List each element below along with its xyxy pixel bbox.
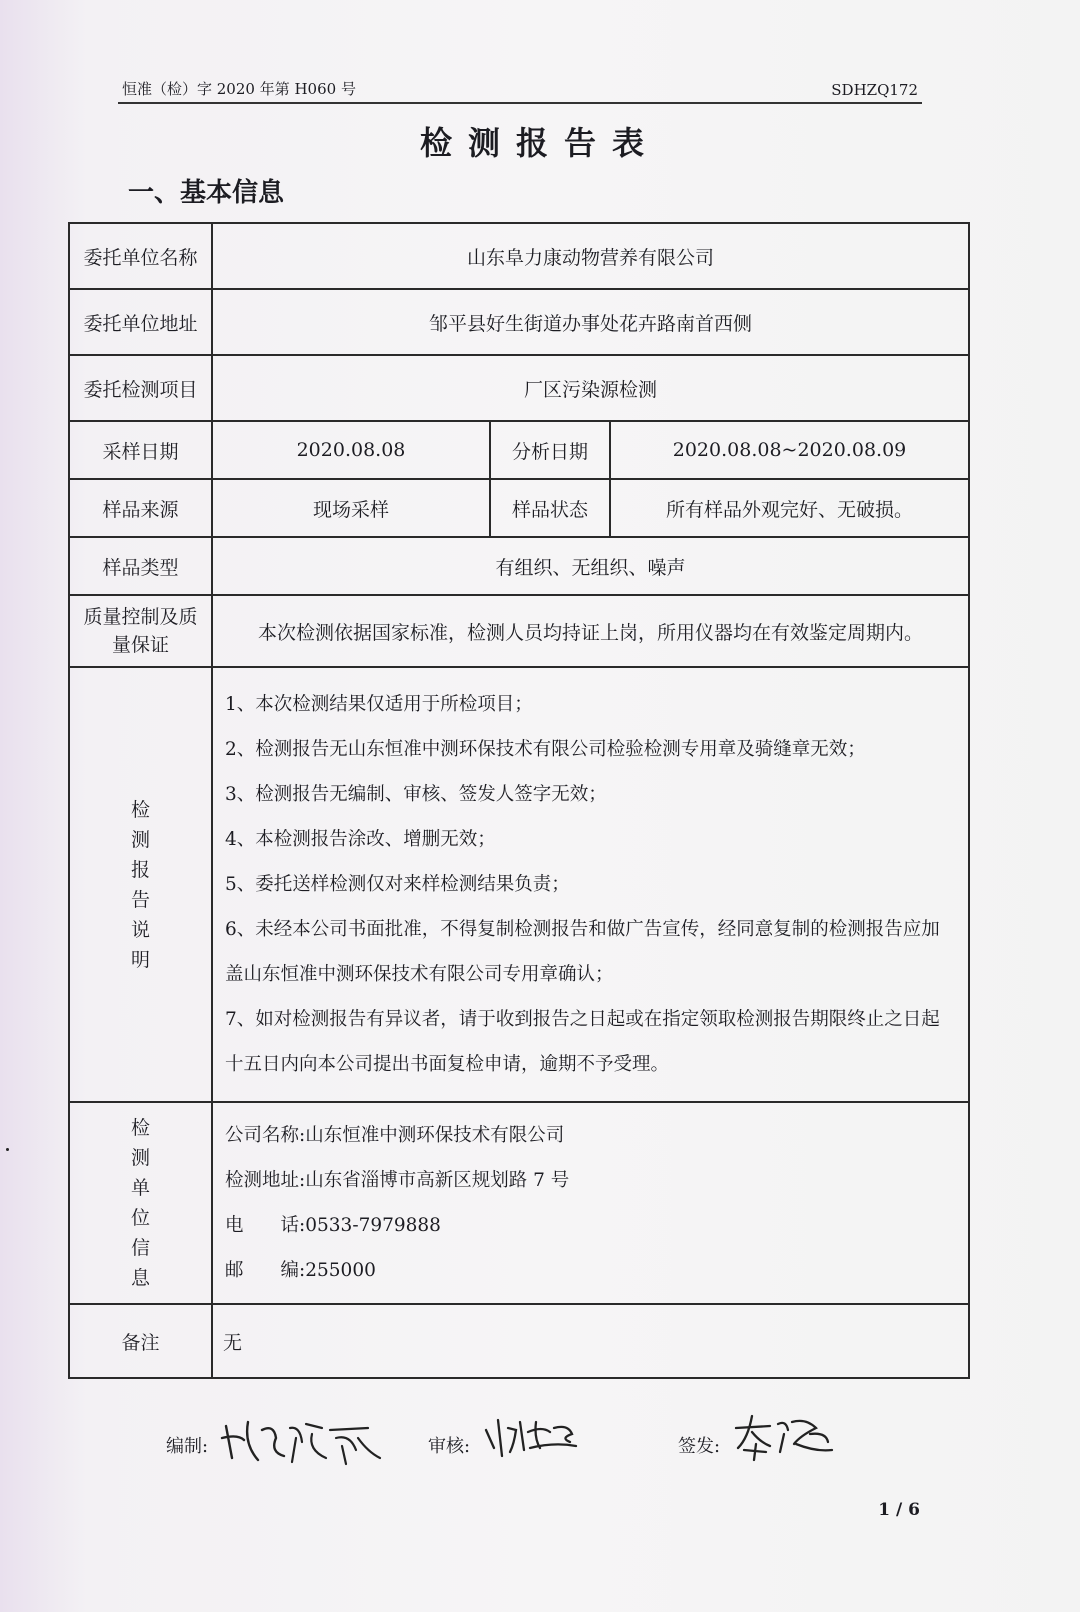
unit-label xyxy=(69,1102,212,1304)
unit-content xyxy=(212,1102,969,1304)
note-item: 5、委托送样检测仅对来样检测结果负责； xyxy=(225,874,570,895)
issued-by-signature xyxy=(730,1408,840,1464)
note-item: 1、本次检测结果仅适用于所检项目； xyxy=(225,694,533,715)
signature-row xyxy=(68,1400,968,1480)
row-sample-type xyxy=(69,537,969,595)
section-title: 一、基本信息 xyxy=(128,178,285,208)
sample-source-label: 样品来源 xyxy=(69,479,212,537)
reviewed-by-signature xyxy=(480,1408,590,1464)
analysis-date-value: 2020.08.08~2020.08.09 xyxy=(610,421,969,479)
report-number: 恒准（检）字 2020 年第 H060 号 xyxy=(122,80,356,98)
sample-type-label: 样品类型 xyxy=(69,537,212,595)
unit-postcode: 邮 编:255000 xyxy=(225,1260,376,1281)
prepared-by-label: 编制: xyxy=(166,1436,209,1457)
note-item: 4、本检测报告涂改、增删无效； xyxy=(225,829,496,850)
project-value: 厂区污染源检测 xyxy=(212,355,969,421)
sample-state-label: 样品状态 xyxy=(490,479,610,537)
qc-label: 质量控制及质量保证 xyxy=(69,595,212,667)
remark-label: 备注 xyxy=(69,1304,212,1378)
project-label: 委托检测项目 xyxy=(69,355,212,421)
sampling-date-value: 2020.08.08 xyxy=(212,421,490,479)
unit-company: 公司名称:山东恒准中测环保技术有限公司 xyxy=(225,1125,565,1146)
notes-label-text: 检测报告说明 xyxy=(130,798,150,971)
client-name-label: 委托单位名称 xyxy=(69,223,212,289)
basic-info-table xyxy=(68,222,970,1379)
row-report-notes xyxy=(69,667,969,1102)
row-sample-source xyxy=(69,479,969,537)
scan-speck xyxy=(6,1148,9,1151)
unit-phone: 电 话:0533-7979888 xyxy=(225,1215,441,1236)
issued-by-label: 签发: xyxy=(678,1436,721,1457)
prepared-by-signature xyxy=(218,1408,388,1470)
row-quality-control xyxy=(69,595,969,667)
sample-source-value: 现场采样 xyxy=(212,479,490,537)
form-code: SDHZQ172 xyxy=(831,81,918,99)
note-item: 7、如对检测报告有异议者，请于收到报告之日起或在指定领取检测报告期限终止之日起十五日内向本公司提出书面复检申请，逾期不予受理。 xyxy=(225,1009,940,1075)
client-address-label: 委托单位地址 xyxy=(69,289,212,355)
notes-content xyxy=(212,667,969,1102)
row-client-name xyxy=(69,223,969,289)
row-dates xyxy=(69,421,969,479)
row-remark xyxy=(69,1304,969,1378)
unit-address: 检测地址:山东省淄博市高新区规划路 7 号 xyxy=(225,1170,570,1191)
row-testing-unit xyxy=(69,1102,969,1304)
reviewed-by-label: 审核: xyxy=(428,1436,471,1457)
qc-value: 本次检测依据国家标准，检测人员均持证上岗，所用仪器均在有效鉴定周期内。 xyxy=(212,595,969,667)
document-title: 检测报告表 xyxy=(419,124,660,162)
sample-state-value: 所有样品外观完好、无破损。 xyxy=(610,479,969,537)
note-item: 2、检测报告无山东恒准中测环保技术有限公司检验检测专用章及骑缝章无效； xyxy=(225,739,866,760)
note-item: 3、检测报告无编制、审核、签发人签字无效； xyxy=(225,784,607,805)
row-client-address xyxy=(69,289,969,355)
sample-type-value: 有组织、无组织、噪声 xyxy=(212,537,969,595)
remark-value: 无 xyxy=(212,1304,969,1378)
client-address-value: 邹平县好生街道办事处花卉路南首西侧 xyxy=(212,289,969,355)
page-number: 1 / 6 xyxy=(878,1500,920,1520)
report-header xyxy=(118,78,922,104)
unit-label-text: 检测单位信息 xyxy=(130,1117,150,1289)
sampling-date-label: 采样日期 xyxy=(69,421,212,479)
note-item: 6、未经本公司书面批准，不得复制检测报告和做广告宣传，经同意复制的检测报告应加盖山东恒准中测环保技术有限公司专用章确认； xyxy=(225,919,940,985)
analysis-date-label: 分析日期 xyxy=(490,421,610,479)
client-name-value: 山东阜力康动物营养有限公司 xyxy=(212,223,969,289)
notes-label xyxy=(69,667,212,1102)
row-project xyxy=(69,355,969,421)
